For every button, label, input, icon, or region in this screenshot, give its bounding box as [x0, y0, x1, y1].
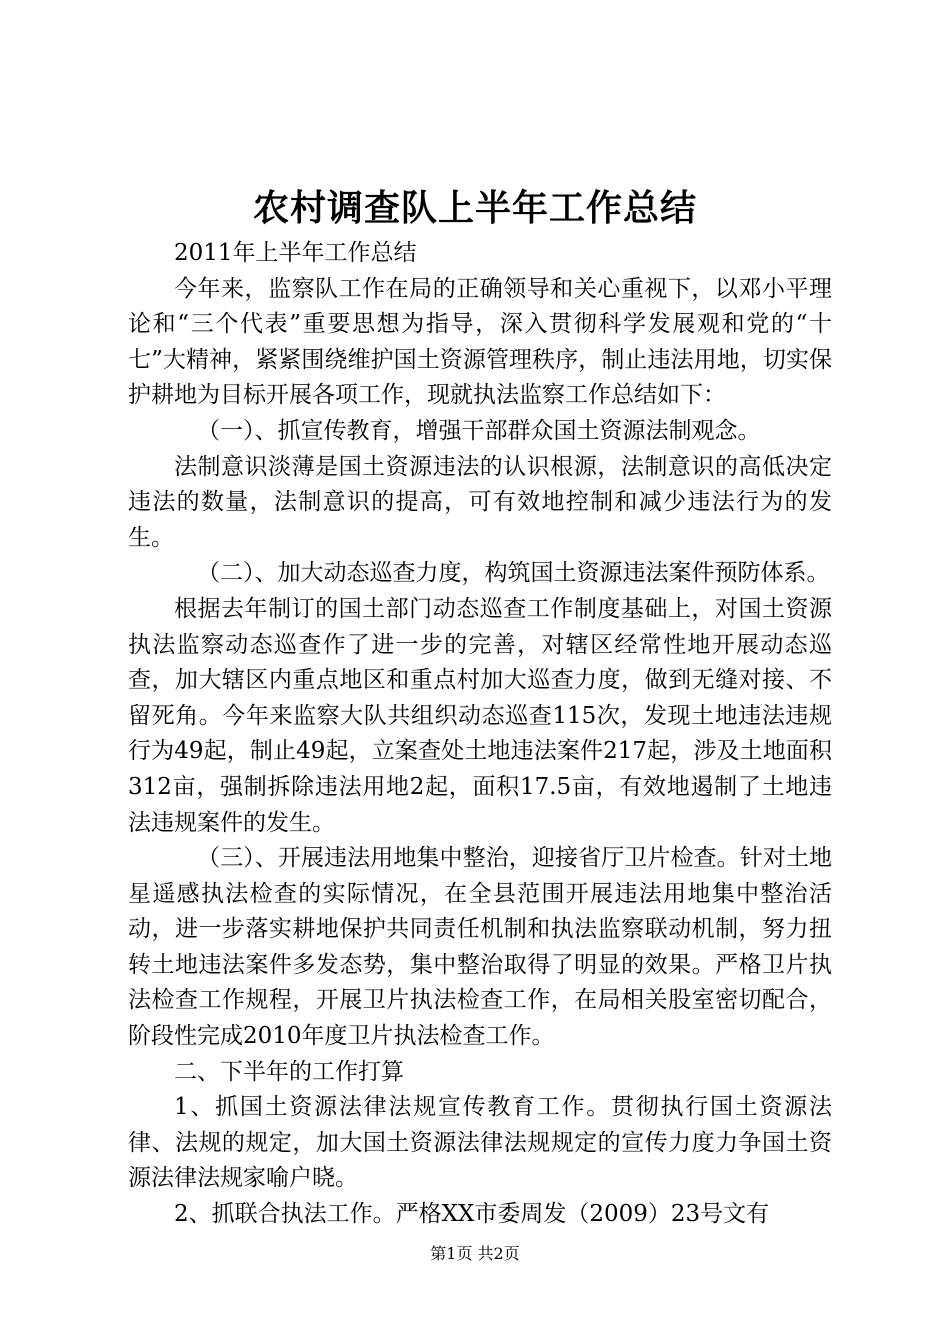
paragraph-intro: 今年来，监察队工作在局的正确领导和关心重视下，以邓小平理论和“三个代表”重要思想为指导，深入贯彻科学发展观和党的“十七”大精神，紧紧围绕维护国土资源管理秩序，制止违法用地，切实保护耕地为目标开展各项工作，现就执法监察工作总结如下：	[128, 275, 832, 409]
page-number-footer: 第1页 共2页	[430, 1244, 520, 1263]
section-heading-2: （二）、加大动态巡查力度，构筑国土资源违法案件预防体系。	[197, 560, 830, 587]
paragraph-section-2: 根据去年制订的国土部门动态巡查工作制度基础上，对国土资源执法监察动态巡查作了进一步的完善，对辖区经常性地开展动态巡查，加大辖区内重点地区和重点村加大巡查力度，做到无缝对接、不留死角。今年来监察大队共组织动态巡查115次，发现土地违法违规行为49起，制止49起，立案查处土地违法案件217起，涉及土地面积312亩，强制拆除违法用地2起，面积17.5亩，有效地遏制了土地违法违规案件的发生。	[128, 595, 832, 836]
document-body	[128, 236, 832, 1233]
section-heading-plan: 二、下半年的工作打算	[174, 1058, 404, 1085]
document-title: 农村调查队上半年工作总结	[252, 188, 697, 229]
section-heading-3: （三）、开展违法用地集中整治，迎接省厅卫片检查。针对土地星遥感执法检查的实际情况，在全县范围开展违法用地集中整治活动，进一步落实耕地保护共同责任机制和执法监察联动机制，努力扭转土地违法案件多发态势，集中整治取得了明显的效果。严格卫片执法检查工作规程，开展卫片执法检查工作，在局相关股室密切配合，阶段性完成2010年度卫片执法检查工作。	[128, 845, 832, 1050]
paragraph-plan-2: 2、抓联合执法工作。严格XX市委周发（2009）23号文有	[174, 1201, 770, 1228]
paragraph-subtitle: 2011年上半年工作总结	[174, 240, 417, 266]
paragraph-plan-1: 1、抓国土资源法律法规宣传教育工作。贯彻执行国土资源法律、法规的规定，加大国土资源法律法规规定的宣传力度力争国土资源法律法规家喻户晓。	[128, 1094, 832, 1192]
section-heading-1: （一）、抓宣传教育，增强干部群众国土资源法制观念。	[197, 417, 761, 444]
paragraph-section-1: 法制意识淡薄是国土资源违法的认识根源，法制意识的高低决定违法的数量，法制意识的提高，可有效地控制和减少违法行为的发生。	[128, 453, 832, 551]
